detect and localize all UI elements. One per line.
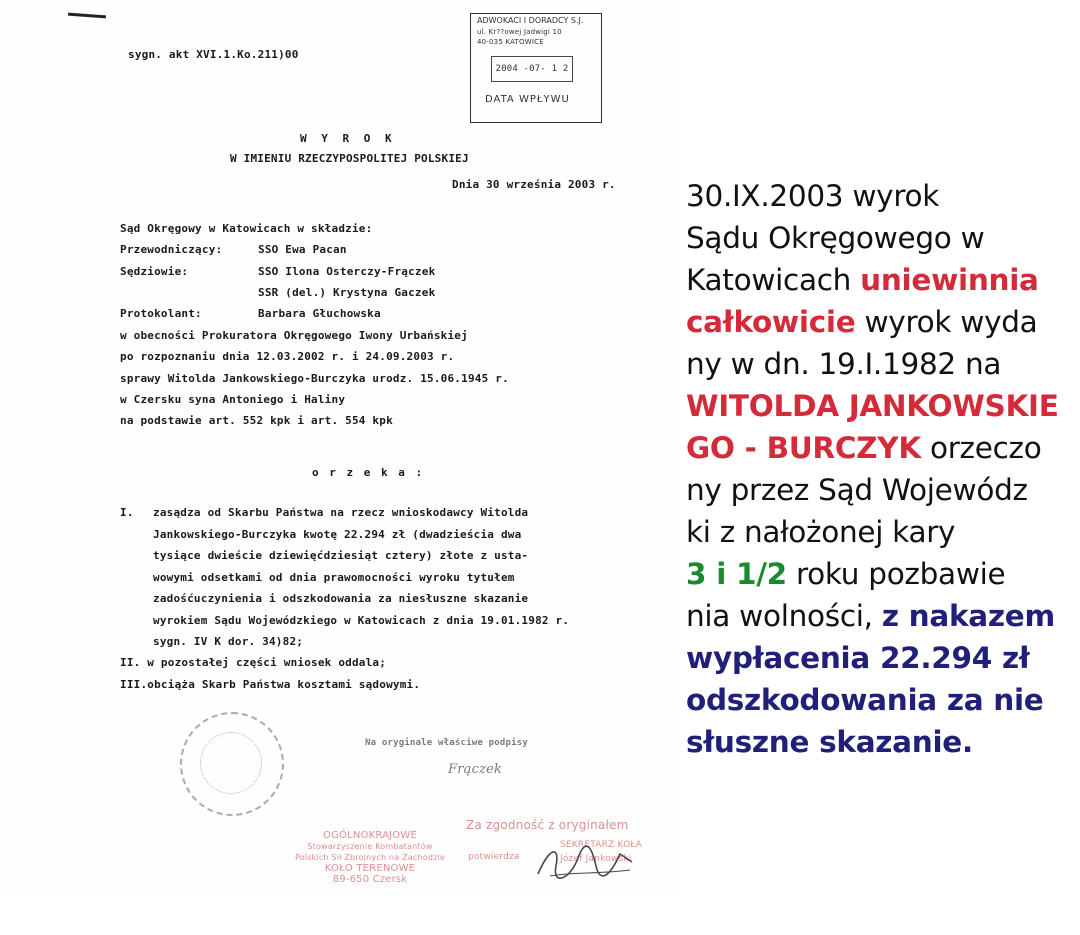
red-stamp-line: Polskich Sił Zbrojnych na Zachodzie [294, 853, 446, 862]
point-1-line: wyrokiem Sądu Wojewódzkiego w Katowicach z dnia 19.01.1982 r. [153, 614, 570, 627]
point-1-number: I. [120, 506, 134, 519]
caption-line [686, 385, 1080, 427]
point-1-line: sygn. IV K dor. 34)82; [153, 635, 304, 648]
caption-text: Katowicach [686, 263, 861, 297]
red-stamp-line: OGÓLNOKRAJOWE [323, 830, 417, 841]
caption-line [686, 217, 1080, 259]
red-stamp-line: Józef Jankowski [560, 854, 632, 864]
point-3: III.obciąża Skarb Państwa kosztami sądowymi. [120, 678, 421, 691]
caption-line [686, 427, 1080, 469]
caption-highlight-red: GO - BURCZYK [686, 431, 921, 465]
red-stamp-line: SEKRETARZ KOŁA [560, 840, 642, 850]
body-line: na podstawie art. 552 kpk i art. 554 kpk [120, 414, 393, 427]
caption-line [686, 469, 1080, 511]
orzeka-heading: o r z e k a : [312, 466, 425, 479]
caption-text: Sądu Okręgowego w [686, 221, 985, 255]
point-1-line: Jankowskiego-Burczyka kwotę 22.294 zł (dwadzieścia dwa [153, 528, 522, 541]
case-number: sygn. akt XVI.1.Ko.211)00 [128, 48, 299, 61]
caption-line [686, 679, 1080, 721]
caption-highlight-red: całkowicie [686, 305, 856, 339]
intake-stamp [470, 13, 602, 123]
intake-stamp-line3: 40-035 KATOWICE [477, 38, 544, 46]
caption-highlight-navy: z nakazem [881, 599, 1055, 633]
court-seal [180, 712, 284, 816]
caption-text-block [686, 175, 1080, 763]
point-1-line: wowymi odsetkami od dnia prawomocności wyroku tytułem [153, 571, 515, 584]
pen-mark [68, 13, 106, 19]
caption-highlight-green: 3 i 1/2 [686, 557, 787, 591]
caption-text: orzeczo [920, 431, 1042, 465]
red-stamp-line: 89-650 Czersk [332, 874, 408, 885]
point-1-line: tysiące dwieście dziewięćdziesiąt cztery) złote z usta- [153, 549, 529, 562]
red-stamp-line: Stowarzyszenie Kombatantów [307, 842, 433, 851]
caption-line [686, 343, 1080, 385]
caption-highlight-navy: wypłacenia 22.294 zł [686, 641, 1030, 675]
body-line: po rozpoznaniu dnia 12.03.2002 r. i 24.09.2003 r. [120, 350, 455, 363]
clerk-label: Protokolant: [120, 307, 202, 320]
red-stamp-confirm: potwierdza [468, 852, 520, 862]
body-line: w obecności Prokuratora Okręgowego Iwony Urbańskiej [120, 329, 468, 342]
caption-highlight-navy: słuszne skazanie. [686, 725, 973, 759]
clerk-name: Barbara Głuchowska [258, 307, 381, 320]
judge-1: SSO Ilona Osterczy-Frączek [258, 265, 436, 278]
caption-text: nia wolności, [686, 599, 882, 633]
intake-stamp-line2: ul. Kr??owej Jadwigi 10 [477, 28, 562, 36]
caption-line [686, 511, 1080, 553]
red-stamp-line: KOŁO TERENOWE [324, 863, 416, 874]
caption-line [686, 175, 1080, 217]
caption-text: roku pozbawie [786, 557, 1006, 591]
caption-highlight-red: WITOLDA JANKOWSKIE [686, 389, 1059, 423]
verdict-title: W Y R O K [300, 132, 396, 145]
caption-text: ki z nałożonej kary [686, 515, 956, 549]
body-line: sprawy Witolda Jankowskiego-Burczyka urodz. 15.06.1945 r. [120, 372, 509, 385]
caption-line [686, 721, 1080, 763]
caption-highlight-navy: odszkodowania za nie [686, 683, 1044, 717]
caption-line [686, 259, 1080, 301]
judges-label: Sędziowie: [120, 265, 189, 278]
body-line: w Czersku syna Antoniego i Haliny [120, 393, 346, 406]
signature-text: Frączek [448, 762, 503, 777]
caption-line [686, 637, 1080, 679]
handwritten-signature [530, 836, 640, 886]
caption-text: ny przez Sąd Wojewódz [686, 473, 1028, 507]
point-1-line: zasądza od Skarbu Państwa na rzecz wnioskodawcy Witolda [153, 506, 529, 519]
intake-stamp-label: DATA WPŁYWU [485, 94, 570, 105]
caption-text: 30.IX.2003 wyrok [686, 179, 940, 213]
chair-name: SSO Ewa Pacan [258, 243, 347, 256]
point-1-line: zadośćuczynienia i odszkodowania za niesłuszne skazanie [153, 592, 529, 605]
red-stamp-association [285, 830, 455, 885]
point-2: II. w pozostałej części wniosek oddala; [120, 656, 387, 669]
intake-stamp-date: 2004 -07- 1 2 [491, 56, 573, 82]
chair-label: Przewodniczący: [120, 243, 223, 256]
original-signed-note: Na oryginale właściwe podpisy [365, 738, 528, 748]
verdict-date: Dnia 30 września 2003 r. [452, 178, 616, 191]
court-composition: Sąd Okręgowy w Katowicach w składzie: [120, 222, 373, 235]
judge-2: SSR (del.) Krystyna Gaczek [258, 286, 436, 299]
intake-stamp-line1: ADWOKACI I DORADCY S.J. [477, 16, 584, 25]
red-stamp-conformity: Za zgodność z oryginałem [466, 818, 629, 832]
caption-highlight-red: uniewinnia [860, 263, 1039, 297]
verdict-subtitle: W IMIENIU RZECZYPOSPOLITEJ POLSKIEJ [230, 152, 469, 165]
caption-line [686, 553, 1080, 595]
caption-text: ny w dn. 19.I.1982 na [686, 347, 1002, 381]
caption-text: wyrok wyda [855, 305, 1038, 339]
caption-line [686, 595, 1080, 637]
caption-line [686, 301, 1080, 343]
